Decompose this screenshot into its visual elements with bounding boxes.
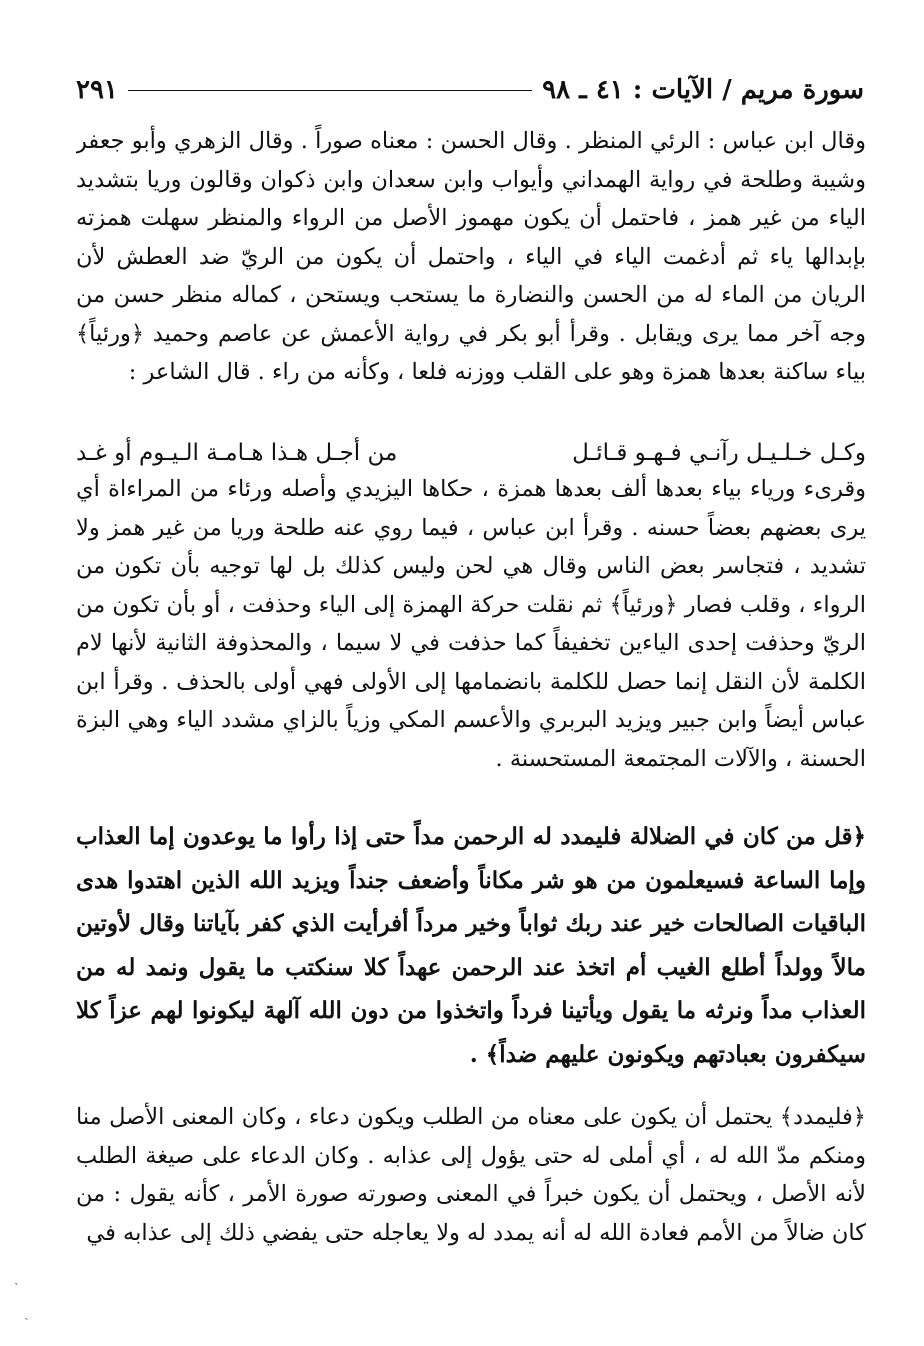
poem-hemistich-1: وكـل خـلـيـل رآنـي فـهـو قـائـل bbox=[572, 440, 866, 466]
page-number: ٢٩١ bbox=[76, 75, 118, 105]
commentary-paragraph-2: وقرىء ورياء بياء بعدها ألف بعدها همزة ، حكاها اليزيدي وأصله ورئاء من المراءاة أي يرى بعضهم بعضاً حسنه . وقرأ ابن عباس ، فيما روي عنه طلحة وريا من غير همز ولا تشديد ، فتجاسر بعض الناس وقال هي لحن وليس كذلك بل لها توجيه بأن تكون من الرواء ، وقلب فصار ﴿ورئياً﴾ ثم نقلت حركة الهمزة إلى الياء وحذفت ، أو بأن تكون من الريّ وحذفت إحدى الياءين تخفيفاً كما حذفت في لا سيما ، والمحذوفة الثانية لأنها لام الكلمة لأن النقل إنما حصل للكلمة بانضمامها إلى الأولى فهي أولى بالحذف . وقرأ ابن عباس أيضاً وابن جبير ويزيد البربري والأعسم المكي وزياً بالزاي مشدد الياء وهي البزة الحسنة ، والآلات المجتمعة المستحسنة . bbox=[76, 476, 866, 772]
header-title: سورة مريم / الآيات : ٤١ ـ ٩٨ bbox=[542, 75, 864, 105]
commentary-paragraph-3: ﴿فليمدد﴾ يحتمل أن يكون على معناه من الطلب ويكون دعاء ، وكان المعنى الأصل منا ومنكم مدّ الله له ، أي أملى له حتى يؤول إلى عذابه . وكان الدعاء على صيغة الطلب لأنه الأصل ، ويحتمل أن يكون خبراً في المعنى وصورته صورة الأمر ، كأنه يقول : من كان ضالاً من الأمم فعادة الله له أنه يمدد له ولا يعاجله حتى يفضي ذلك إلى عذابه في bbox=[76, 1104, 866, 1246]
quran-verse-block: ﴿قل من كان في الضلالة فليمدد له الرحمن مداً حتى إذا رأوا ما يوعدون إما العذاب وإما الساعة فسيعلمون من هو شر مكاناً وأضعف جنداً ويزيد الله الذين اهتدوا هدى الباقيات الصالحات خير عند ربك ثواباً وخير مرداً أفرأيت الذي كفر بآياتنا وقال لأوتين مالاً وولداً أطلع الغيب أم اتخذ عند الرحمن عهداً كلا سنكتب ما يقول ونمد له من العذاب مداً ونرثه ما يقول ويأتينا فرداً واتخذوا من دون الله آلهة ليكونوا لهم عزاً كلا سيكفرون بعبادتهم ويكونون عليهم ضداً﴾ . bbox=[76, 823, 866, 1068]
scan-speck: ˎ bbox=[14, 1270, 19, 1286]
commentary-paragraph-1: وقال ابن عباس : الرئي المنظر . وقال الحسن : معناه صوراً . وقال الزهري وأبو جعفر وشيبة وطلحة في رواية الهمداني وأيواب وابن سعدان وابن ذكوان وقالون وريا بتشديد الياء من غير همز ، فاحتمل أن يكون مهموز الأصل من الرواء والمنظر سهلت همزته بإبدالها ياء ثم أدغمت الياء في الياء ، واحتمل أن يكون من الريّ ضد العطش لأن الريان من الماء له من الحسن والنضارة ما يستحب ويستحن ، كماله منظر حسن من وجه آخر مما يرى ويقابل . وقرأ أبو بكر في رواية الأعمش عن عاصم وحميد ﴿ورئياً﴾ بياء ساكنة بعدها همزة وهو على القلب ووزنه فلعا ، وكأنه من راء . قال الشاعر : bbox=[76, 128, 866, 385]
header-rule bbox=[128, 90, 532, 91]
poem-verse bbox=[76, 433, 866, 473]
scan-speck: ˎ bbox=[24, 1305, 29, 1321]
running-header bbox=[76, 70, 864, 110]
poem-hemistich-2: من أجـل هـذا هـامـة الـيـوم أو غـد bbox=[76, 440, 398, 466]
